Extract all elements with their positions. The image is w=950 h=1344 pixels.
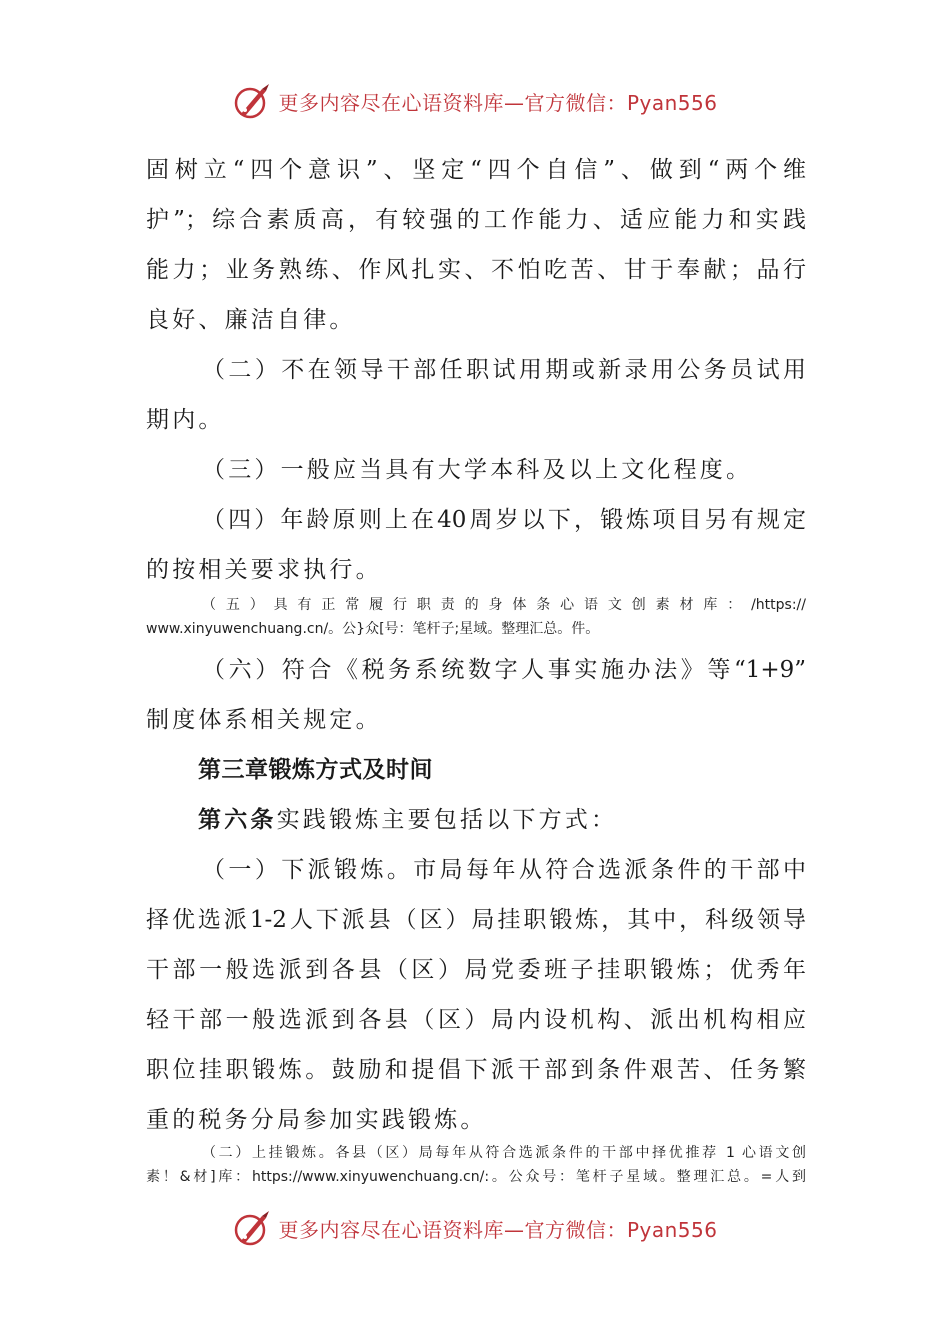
p7-line-1: （一）下派锻炼。市局每年从符合选派条件的干部中 [202, 857, 806, 883]
p2-line-2: 期内。 [146, 407, 225, 433]
footer-banner-inner [232, 1208, 717, 1248]
p2-line-1: （二）不在领导干部任职试用期或新录用公务员试用 [202, 357, 806, 383]
p7-line-2: 择优选派1-2人下派县（区）局挂职锻炼，其中，科级领导 [146, 907, 806, 933]
footer-banner [0, 1203, 950, 1253]
article-6-text: 实践锻炼主要包括以下方式： [276, 807, 618, 833]
header-banner-inner [232, 81, 717, 121]
footer-banner-wechat: 官方微信：Pyan556 [524, 1217, 718, 1242]
footer-banner-text [278, 1214, 717, 1243]
p3-line-1: （三）一般应当具有大学本科及以上文化程度。 [202, 457, 753, 483]
p1-line-2: 护”；综合素质高，有较强的工作能力、适应能力和实践 [146, 207, 806, 233]
article-6-label: 第六条 [198, 807, 277, 833]
footer-banner-dash: — [503, 1217, 525, 1242]
p7-line-3: 干部一般选派到各县（区）局党委班子挂职锻炼；优秀年 [146, 957, 806, 983]
p4-line-1: （四）年龄原则上在40周岁以下，锻炼项目另有规定 [202, 507, 806, 533]
header-banner-dash: — [503, 90, 525, 115]
p6-line-1: （六）符合《税务系统数字人事实施办法》等“1+9” [202, 657, 806, 683]
quill-logo-icon [232, 1208, 272, 1248]
p7-line-6: 重的税务分局参加实践锻炼。 [146, 1107, 487, 1133]
p8-line-2: 素！&材]库：https://www.xinyuwenchuang.cn/:。公众号：笔杆子星域。整理汇总。=人到 [146, 1169, 806, 1185]
p8-line-1: （二）上挂锻炼。各县（区）局每年从符合选派条件的干部中择优推荐 1 心语文创 [202, 1145, 806, 1161]
article-6-line [146, 800, 806, 840]
header-banner-text [278, 87, 717, 116]
p5-line-1: （五）具有正常履行职责的身体条心语文创素材库：/https:// [202, 597, 806, 613]
p1-line-4: 良好、廉洁自律。 [146, 307, 356, 333]
p1-line-1: 固树立“四个意识”、坚定“四个自信”、做到“两个维 [146, 157, 806, 183]
header-banner-wechat: 官方微信：Pyan556 [524, 90, 718, 115]
chapter-heading: 第三章锻炼方式及时间 [198, 757, 433, 783]
header-banner [0, 76, 950, 126]
quill-logo-icon [232, 81, 272, 121]
footer-banner-title: 更多内容尽在心语资料库 [278, 1217, 504, 1242]
header-banner-title: 更多内容尽在心语资料库 [278, 90, 504, 115]
p7-line-4: 轻干部一般选派到各县（区）局内设机构、派出机构相应 [146, 1007, 806, 1033]
p7-line-5: 职位挂职锻炼。鼓励和提倡下派干部到条件艰苦、任务繁 [146, 1057, 806, 1083]
p1-line-3: 能力；业务熟练、作风扎实、不怕吃苦、甘于奉献；品行 [146, 257, 806, 283]
p6-line-2: 制度体系相关规定。 [146, 707, 382, 733]
p4-line-2: 的按相关要求执行。 [146, 557, 382, 583]
p5-line-2: www.xinyuwenchuang.cn/。公}众[号：笔杆子;星域。整理汇总。件。 [146, 621, 600, 637]
